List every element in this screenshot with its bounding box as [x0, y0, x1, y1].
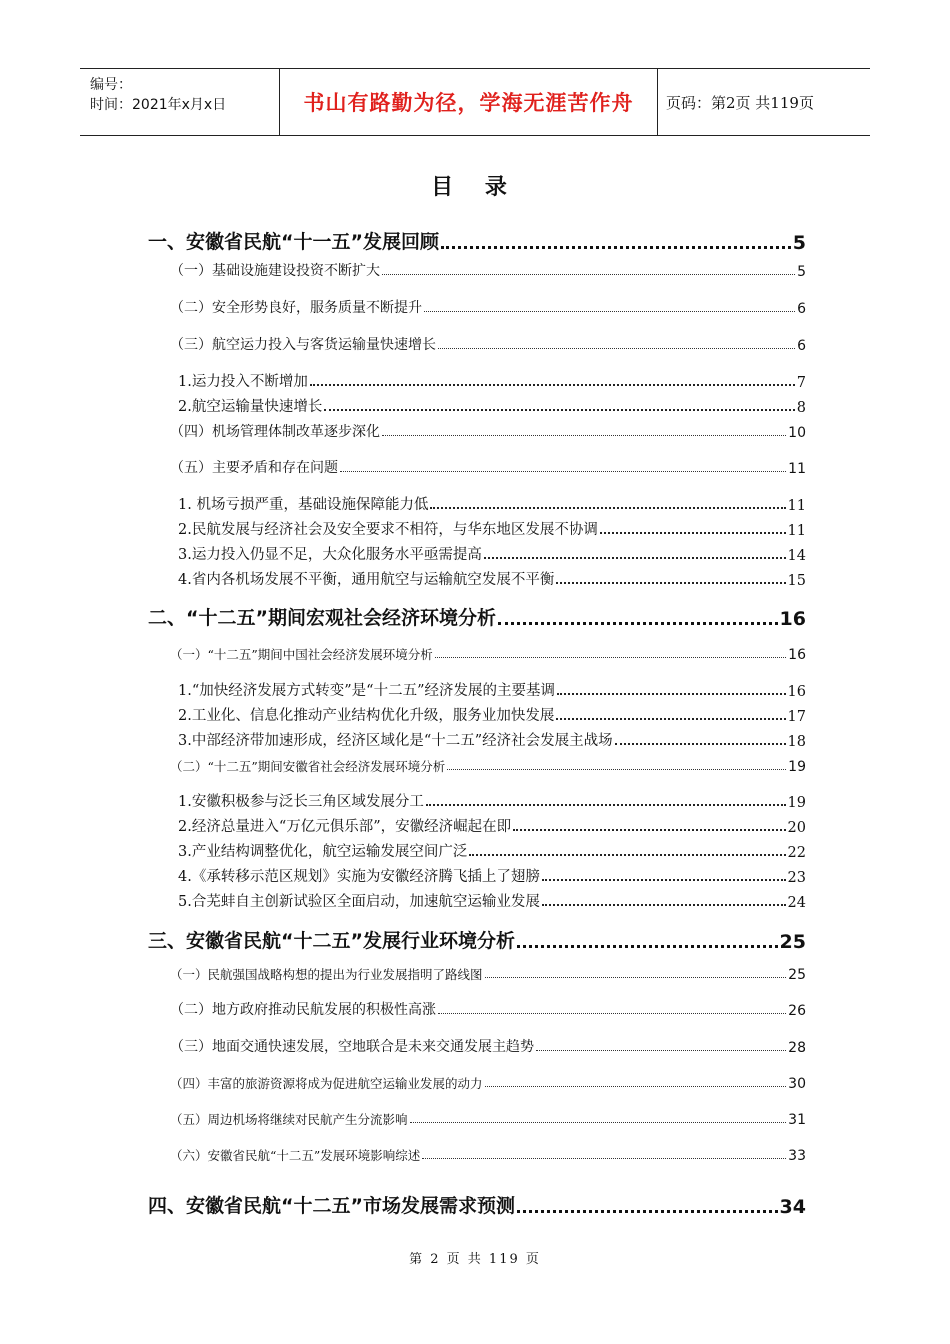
- toc-entry-level2[interactable]: [170, 1108, 806, 1128]
- toc-entry-level2[interactable]: [170, 755, 806, 775]
- toc-entry-level1[interactable]: [148, 604, 806, 630]
- toc-entry-title: （一）“十二五”期间中国社会经济发展环境分析: [170, 647, 433, 662]
- toc-entry-level2[interactable]: [170, 297, 806, 317]
- toc-entry-level2[interactable]: [170, 1072, 806, 1092]
- toc-entry-level3[interactable]: [178, 569, 806, 589]
- toc-entry-page: 25: [779, 931, 806, 953]
- toc-entry-title: 2.经济总量进入“万亿元俱乐部”，安徽经济崛起在即: [178, 819, 512, 835]
- toc-leader-dots: [485, 1086, 787, 1087]
- toc-leader-dots: [542, 904, 786, 906]
- toc-entry-level3[interactable]: [178, 680, 806, 700]
- toc-leader-dots: [542, 879, 786, 881]
- header-meta: [80, 69, 280, 135]
- toc-entry-title: 1. 机场亏损严重，基础设施保障能力低: [178, 497, 429, 513]
- toc-entry-level1[interactable]: [148, 927, 806, 953]
- toc-entry-page: 16: [779, 608, 806, 630]
- toc-leader-dots: [382, 274, 795, 275]
- toc-entry-level1[interactable]: [148, 228, 806, 254]
- toc-leader-dots: [438, 348, 795, 349]
- toc-leader-dots: [615, 743, 786, 745]
- toc-entry-level3[interactable]: [178, 841, 806, 861]
- toc-entry-level3[interactable]: [178, 866, 806, 886]
- toc-entry-level3[interactable]: [178, 791, 806, 811]
- toc-entry-page: 11: [787, 523, 806, 539]
- toc-entry-title: （一）民航强国战略构想的提出为行业发展指明了路线图: [170, 967, 483, 982]
- toc-entry-page: 28: [788, 1040, 806, 1056]
- toc-entry-page: 23: [787, 870, 806, 886]
- page-footer: 第 2 页 共 119 页: [409, 1252, 541, 1267]
- toc-entry-level3[interactable]: [178, 891, 806, 911]
- toc-entry-level2[interactable]: [170, 999, 806, 1019]
- toc-entry-level3[interactable]: [178, 371, 806, 391]
- toc-entry-page: 20: [787, 820, 806, 836]
- toc-entry-title: 三、安徽省民航“十二五”发展行业环境分析: [148, 930, 515, 952]
- toc-entry-title: 2.航空运输量快速增长: [178, 399, 323, 415]
- toc-entry-page: 7: [796, 375, 806, 391]
- toc-title: 目 录: [431, 175, 519, 200]
- toc-entry-title: 四、安徽省民航“十二五”市场发展需求预测: [148, 1195, 515, 1217]
- toc-entry-page: 10: [788, 425, 806, 441]
- toc-entry-title: 5.合芜蚌自主创新试验区全面启动，加速航空运输业发展: [178, 894, 540, 910]
- toc-entry-page: 8: [796, 400, 806, 416]
- toc-leader-dots: [513, 829, 785, 831]
- toc-leader-dots: [438, 1013, 786, 1014]
- toc-entry-page: 19: [787, 795, 806, 811]
- toc-entry-level2[interactable]: [170, 963, 806, 983]
- toc-entry-title: 3.产业结构调整优化，航空运输发展空间广泛: [178, 844, 468, 860]
- toc-leader-dots: [435, 657, 786, 658]
- toc-entry-level2[interactable]: [170, 457, 806, 477]
- toc-entry-page: 15: [787, 573, 806, 589]
- toc-leader-dots: [430, 507, 785, 509]
- toc-entry-title: （二）安全形势良好，服务质量不断提升: [170, 300, 422, 316]
- toc-leader-dots: [441, 246, 791, 249]
- toc-entry-page: 18: [787, 734, 806, 750]
- toc-entry-title: （四）机场管理体制改革逐步深化: [170, 424, 380, 440]
- toc-entry-title: 一、安徽省民航“十一五”发展回顾: [148, 231, 439, 253]
- toc-entry-page: 25: [788, 967, 806, 983]
- toc-entry-title: 1.安徽积极参与泛长三角区域发展分工: [178, 794, 424, 810]
- toc-entry-title: （三）航空运力投入与客货运输量快速增长: [170, 337, 436, 353]
- toc-entry-page: 6: [797, 301, 806, 317]
- toc-entry-title: 2.民航发展与经济社会及安全要求不相符，与华东地区发展不协调: [178, 522, 598, 538]
- toc-leader-dots: [340, 471, 786, 472]
- toc-entry-page: 17: [787, 709, 806, 725]
- toc-leader-dots: [447, 769, 786, 770]
- toc-entry-title: 二、“十二五”期间宏观社会经济环境分析: [148, 607, 496, 629]
- toc-entry-page: 31: [788, 1112, 806, 1128]
- toc-entry-level3[interactable]: [178, 544, 806, 564]
- header-motto: 书山有路勤为径，学海无涯苦作舟: [280, 69, 658, 135]
- toc-entry-page: 22: [787, 845, 806, 861]
- toc-entry-title: （四）丰富的旅游资源将成为促进航空运输业发展的动力: [170, 1076, 483, 1091]
- toc-entry-page: 16: [788, 647, 806, 663]
- toc-entry-page: 19: [788, 759, 806, 775]
- toc-leader-dots: [424, 311, 795, 312]
- toc-entry-title: （一）基础设施建设投资不断扩大: [170, 263, 380, 279]
- toc-entry-title: 4.省内各机场发展不平衡，通用航空与运输航空发展不平衡: [178, 572, 555, 588]
- toc-entry-page: 34: [779, 1196, 806, 1218]
- toc-entry-level3[interactable]: [178, 396, 806, 416]
- toc-leader-dots: [324, 409, 794, 411]
- toc-entry-title: （六）安徽省民航“十二五”发展环境影响综述: [170, 1148, 421, 1163]
- toc-leader-dots: [498, 622, 778, 625]
- toc-leader-dots: [536, 1050, 786, 1051]
- toc-entry-level1[interactable]: [148, 1192, 806, 1218]
- toc-leader-dots: [410, 1122, 787, 1123]
- toc-entry-title: （五）周边机场将继续对民航产生分流影响: [170, 1112, 408, 1127]
- toc-entry-page: 5: [797, 264, 806, 280]
- toc-entry-title: （二）“十二五”期间安徽省社会经济发展环境分析: [170, 759, 446, 774]
- toc-entry-page: 16: [787, 684, 806, 700]
- toc-entry-page: 11: [788, 461, 806, 477]
- toc-leader-dots: [310, 384, 795, 386]
- toc-leader-dots: [382, 435, 786, 436]
- toc-entry-level3[interactable]: [178, 730, 806, 750]
- toc-entry-level3[interactable]: [178, 705, 806, 725]
- toc-leader-dots: [469, 854, 785, 856]
- toc-leader-dots: [485, 977, 787, 978]
- toc-entry-title: 2.工业化、信息化推动产业结构优化升级，服务业加快发展: [178, 708, 555, 724]
- toc-entry-level2[interactable]: [170, 260, 806, 280]
- toc-entry-level2[interactable]: [170, 1036, 806, 1056]
- page-header: [80, 68, 870, 136]
- toc-leader-dots: [517, 945, 778, 948]
- toc-entry-title: 3.中部经济带加速形成，经济区域化是“十二五”经济社会发展主战场: [178, 733, 613, 749]
- toc-leader-dots: [557, 693, 786, 695]
- toc-leader-dots: [556, 718, 785, 720]
- toc-entry-level2[interactable]: [170, 334, 806, 354]
- toc-entry-title: 1.“加快经济发展方式转变”是“十二五”经济发展的主要基调: [178, 683, 555, 699]
- toc-entry-title: （五）主要矛盾和存在问题: [170, 460, 338, 476]
- toc-entry-title: （二）地方政府推动民航发展的积极性高涨: [170, 1002, 436, 1018]
- toc-entry-title: 3.运力投入仍显不足，大众化服务水平亟需提高: [178, 547, 482, 563]
- toc-entry-level2[interactable]: [170, 1144, 806, 1164]
- toc-entry-title: 1.运力投入不断增加: [178, 374, 308, 390]
- toc-entry-level2[interactable]: [170, 643, 806, 663]
- toc-entry-page: 30: [788, 1076, 806, 1092]
- toc-entry-page: 24: [787, 895, 806, 911]
- toc-entry-level3[interactable]: [178, 816, 806, 836]
- toc-entry-title: 4.《承转移示范区规划》实施为安徽经济腾飞插上了翅膀: [178, 869, 540, 885]
- toc-entry-level3[interactable]: [178, 519, 806, 539]
- toc-entry-page: 14: [787, 548, 806, 564]
- toc-leader-dots: [600, 532, 786, 534]
- toc-leader-dots: [426, 804, 786, 806]
- toc-entry-page: 26: [788, 1003, 806, 1019]
- toc-leader-dots: [484, 557, 786, 559]
- toc-leader-dots: [422, 1158, 786, 1159]
- toc-entry-level2[interactable]: [170, 421, 806, 441]
- header-page-info: 页码：第2页 共119页: [666, 93, 814, 112]
- toc-entry-title: （三）地面交通快速发展，空地联合是未来交通发展主趋势: [170, 1039, 534, 1055]
- toc-leader-dots: [517, 1210, 778, 1213]
- toc-entry-page: 11: [787, 498, 806, 514]
- toc-entry-level3[interactable]: [178, 494, 806, 514]
- toc-entry-page: 33: [788, 1148, 806, 1164]
- toc-entry-page: 6: [797, 338, 806, 354]
- header-number: 编号：: [90, 77, 132, 93]
- header-date: 时间：2021年x月x日: [90, 97, 227, 113]
- toc-leader-dots: [556, 582, 785, 584]
- toc-entry-page: 5: [792, 232, 806, 254]
